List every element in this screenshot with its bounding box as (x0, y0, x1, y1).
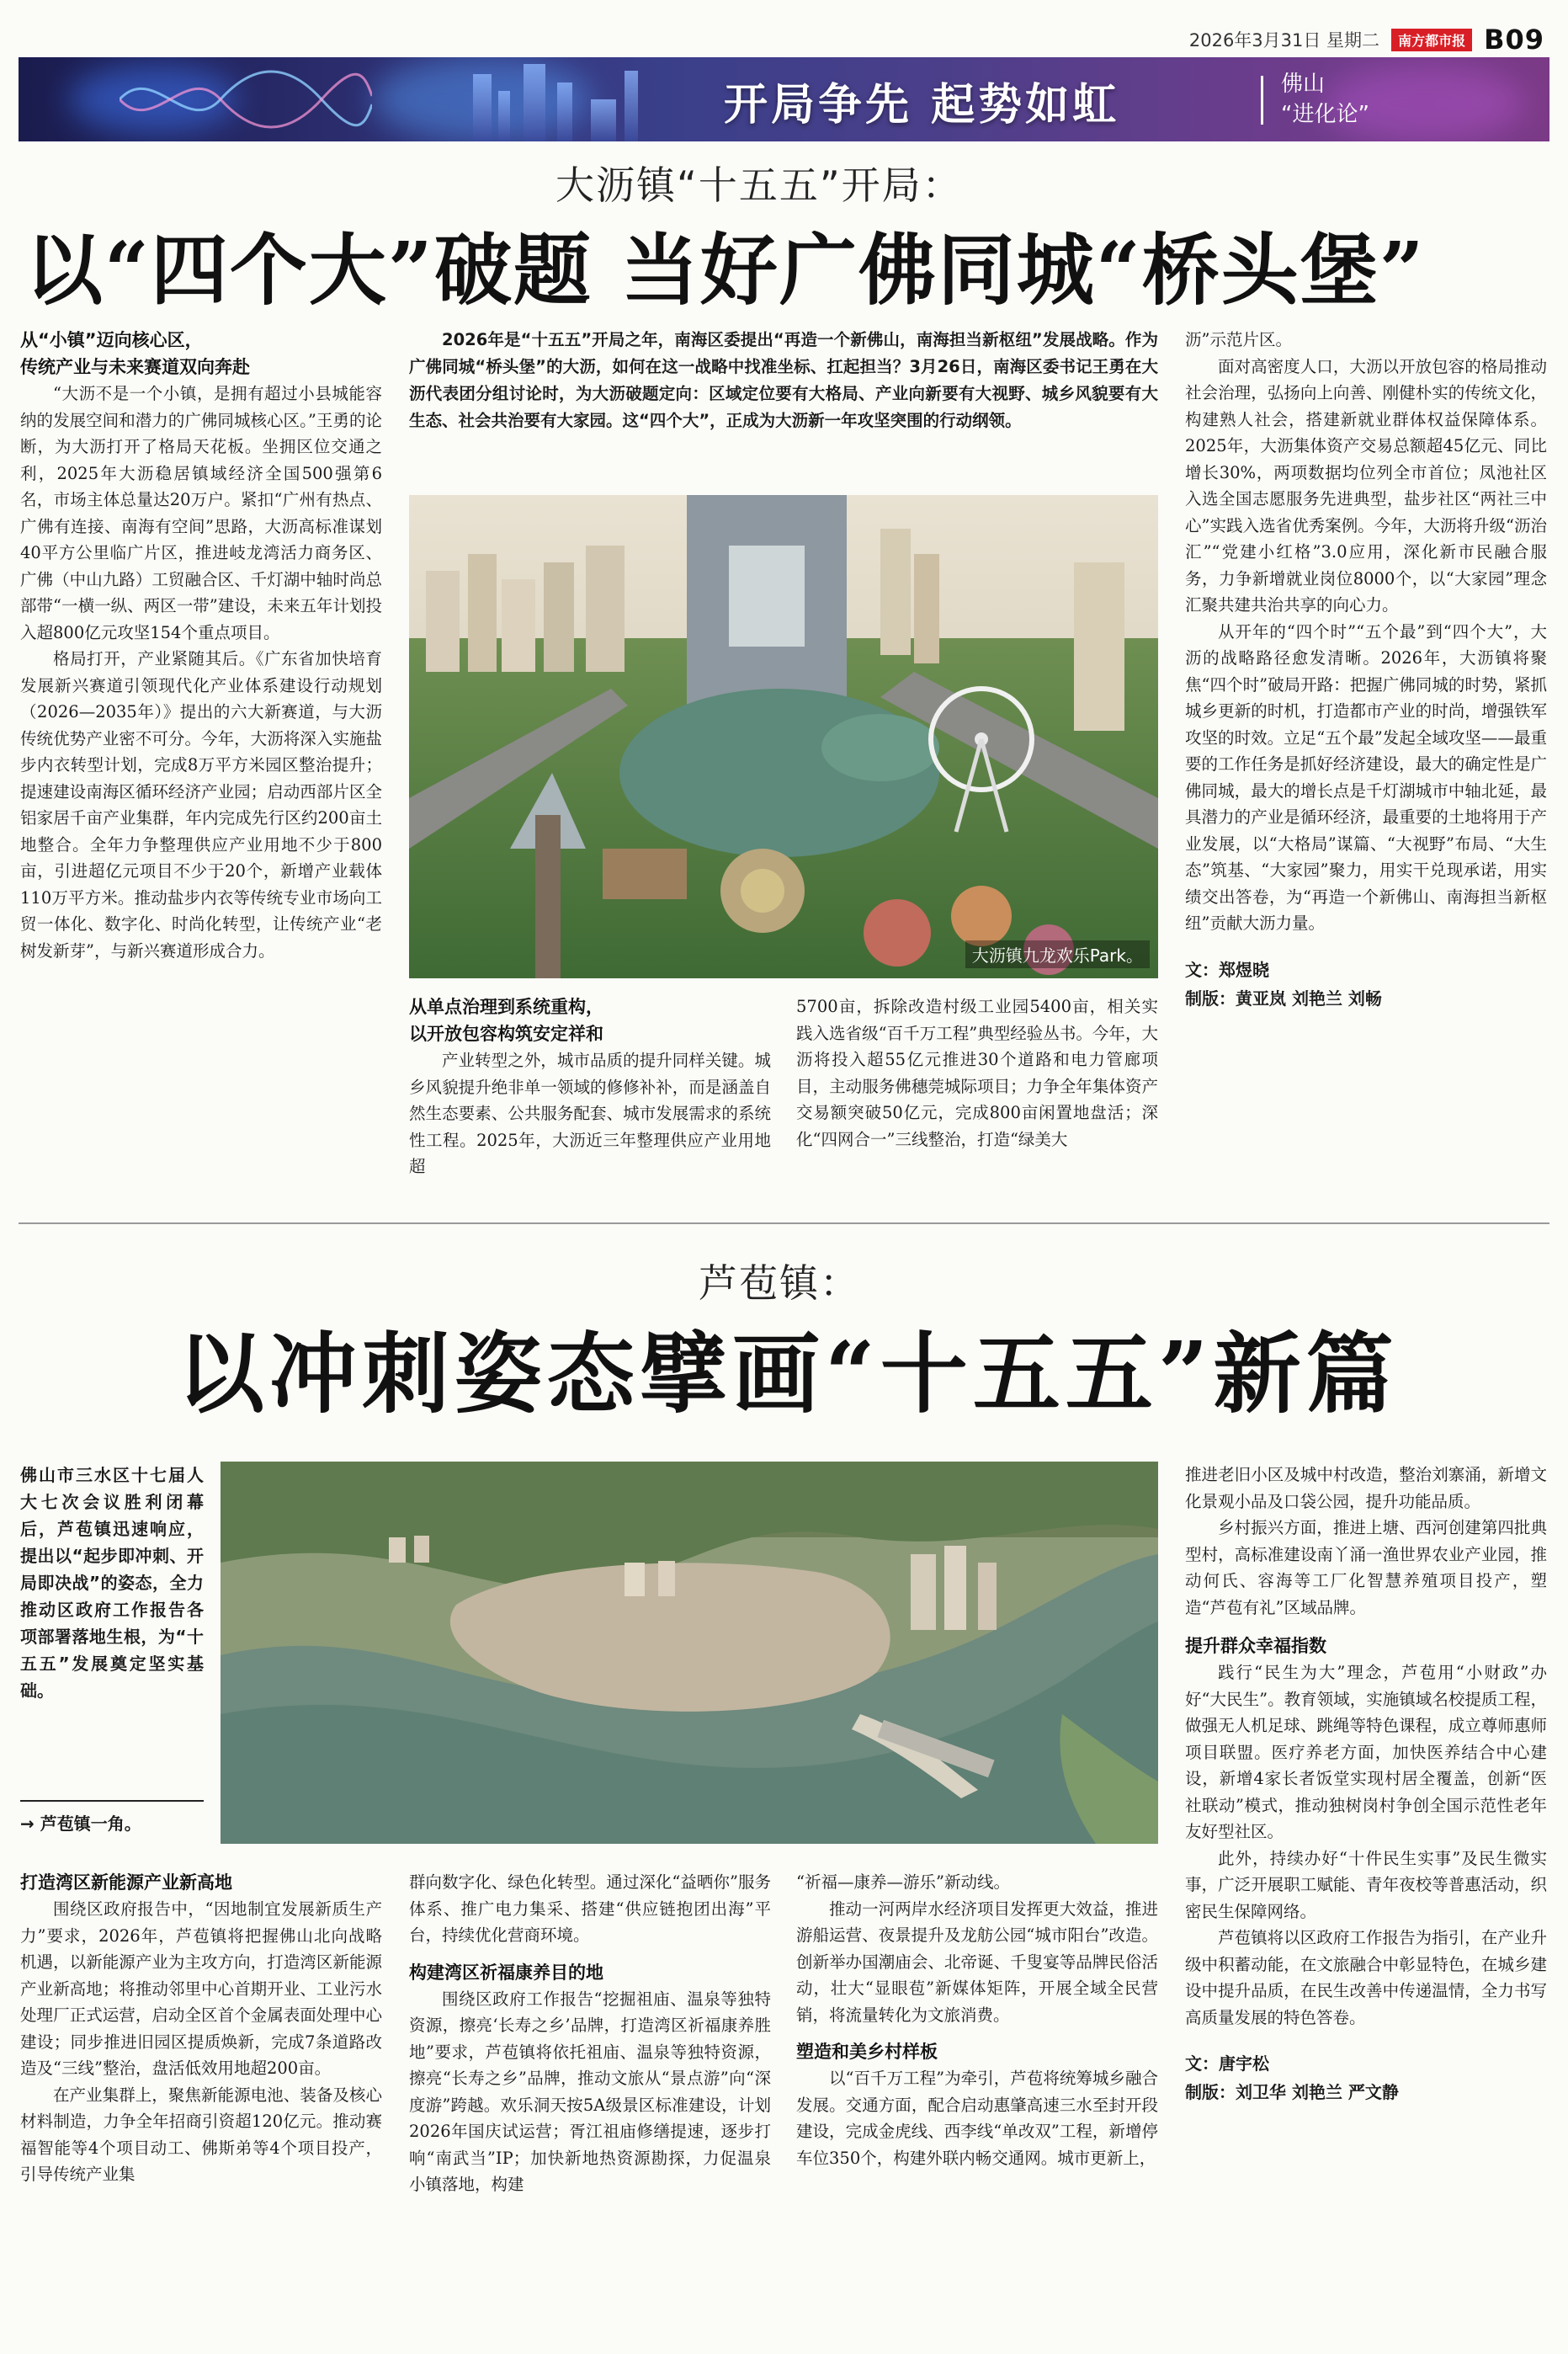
article1-photo-caption: 大沥镇九龙欢乐Park。 (965, 940, 1150, 968)
article1-paragraph: 5700亩，拆除改造村级工业园5400亩，相关实践入选省级“百千万工程”典型经验丛书。今年，大沥将投入超55亿元推进30个道路和电力管廊项目，主动服务佛穗莞城际项目；力争全年集体资产交易额突破50亿元，完成800亩闲置地盘活；深化“四网合一”三线整治，打造“绿美大 (796, 997, 1158, 1149)
article2-col1 (20, 1869, 382, 2188)
article-divider (19, 1222, 1549, 1224)
article1-col1 (20, 327, 382, 964)
article1-paragraph: 沥”示范片区。 (1185, 330, 1292, 349)
article1-subhead-2a: 从单点治理到系统重构， (409, 997, 603, 1017)
article1-subhead-2b: 以开放包容构筑安定祥和 (409, 1024, 603, 1044)
article1-paragraph: 产业转型之外，城市品质的提升同样关键。城乡风貌提升绝非单一领域的修修补补，而是涵盖自然生态要素、公共服务配套、城市发展需求的系统性工程。2025年，大沥近三年整理供应产业用地超 (409, 1051, 771, 1176)
article2-paragraph: 围绕区政府报告中，“因地制宜发展新质生产力”要求，2026年，芦苞镇将把握佛山北向战略机遇，以新能源产业为主攻方向，打造湾区新能源产业新高地；将推动邻里中心首期开业、工业污水处理厂正式运营，启动全区首个金属表面处理中心建设；同步推进旧园区提质焕新，完成7条道路改造及“三线”整治，盘活低效用地超200亩。 (20, 1899, 382, 2078)
article2-subhead-2: 构建湾区祈福康养目的地 (409, 1962, 603, 1983)
article2-paragraph: 推进老旧小区及城中村改造，整治刘寨涌，新增文化景观小品及口袋公园，提升功能品质。 (1185, 1465, 1547, 1511)
series-line1: 佛山 (1281, 72, 1326, 97)
lead-rule (20, 1800, 204, 1802)
article2-kicker: 芦苞镇： (699, 1260, 860, 1306)
article1-lead (409, 327, 1158, 434)
article1-paragraph: 面对高密度人口，大沥以开放包容的格局推动社会治理，弘扬向上向善、刚健朴实的传统文化，构建熟人社会，搭建新就业群体权益保障体系。2025年，大沥集体资产交易总额超45亿元、同比增长30%，两项数据均位列全市首位；凤池社区入选全国志愿服务先进典型，盐步社区“两社三中心”实践入选省优秀案例。今年，大沥将升级“沥治汇”“党建小红格”3.0应用，深化新市民融合服务，力争新增就业岗位8000个，以“大家园”理念汇聚共建共治共享的向心力。 (1185, 356, 1547, 615)
article2-photo-caption: → 芦苞镇一角。 (20, 1813, 141, 1834)
article2-subhead-4: 提升群众幸福指数 (1185, 1636, 1326, 1656)
article2-subhead-1: 打造湾区新能源产业新高地 (20, 1872, 232, 1893)
page-folio (1189, 25, 1544, 54)
town-aerial-image (221, 1462, 1158, 1844)
newspaper-logo: 南方都市报 (1391, 29, 1472, 51)
article2-col2 (409, 1869, 771, 2198)
article2-paragraph: 此外，持续办好“十件民生实事”及民生微实事，广泛开展职工赋能、青年夜校等普惠活动，织密民生保障网络。 (1185, 1848, 1547, 1921)
article1-subhead-1a: 从“小镇”迈向核心区， (20, 330, 203, 350)
article1-col3 (796, 993, 1158, 1153)
banner-slogan: 开局争先 起势如虹 (724, 80, 1120, 130)
article2-photo (221, 1462, 1158, 1844)
article1-paragraph: 格局打开，产业紧随其后。《广东省加快培育发展新兴赛道引领现代化产业体系建设行动规划（2026—2035年）》提出的六大新赛道，与大沥传统优势产业密不可分。今年，大沥将深入实施盐步内衣转型计划，完成8万平方米园区整治提升；提速建设南海区循环经济产业园；启动西部片区全铝家居千亩产业集群，年内完成先行区约200亩土地整合。全年力争整理供应产业用地不少于800亩，引进超亿元项目不少于20个，新增产业载体110万平方米。推动盐步内衣等传统专业市场向工贸一体化、数字化、时尚化转型，让传统产业“老树发新芽”，与新兴赛道形成合力。 (20, 649, 382, 961)
article1-author: 文：郑煜晓 (1185, 959, 1269, 980)
page-number: B09 (1484, 24, 1544, 56)
article1-kicker: 大沥镇“十五五”开局： (555, 162, 963, 208)
series-name (1281, 69, 1369, 130)
article2-author: 文：唐宇松 (1185, 2053, 1269, 2074)
article2-paragraph: 围绕区政府工作报告“挖掘祖庙、温泉等独特资源，擦亮‘长寿之乡’品牌，打造湾区祈福康养胜地”要求，芦苞镇将依托祖庙、温泉等独特资源，擦亮“长寿之乡”品牌，推动文旅从“景点游”向“深度游”跨越。欢乐洞天按5A级景区标准建设，计划2026年国庆试运营；胥江祖庙修缮提速，逐步打响“南武当”IP；加快新地热资源勘探，力促温泉小镇落地，构建 (409, 1989, 771, 2194)
article2-paragraph: 乡村振兴方面，推进上塘、西河创建第四批典型村，高标准建设南丫涌一渔世界农业产业园，推动何氏、容海等工厂化智慧养殖项目投产，塑造“芦苞有礼”区域品牌。 (1185, 1518, 1547, 1617)
article2-paragraph: 以“百千万工程”为牵引，芦苞将统筹城乡融合发展。交通方面，配合启动惠肇高速三水至封开段建设，完成金虎线、西李线“单改双”工程，新增停车位350个，构建外联内畅交通网。城市更新上， (796, 2069, 1158, 2168)
article2-col3 (796, 1869, 1158, 2171)
article2-paragraph: 推动一河两岸水经济项目发挥更大效益，推进游船运营、夜景提升及龙舫公园“城市阳台”改造。创新举办国潮庙会、北帝诞、千叟宴等品牌民俗活动，壮大“显眼苞”新媒体矩阵，开展全域全民营销，将流量转化为文旅消费。 (796, 1899, 1158, 2025)
article2-headline: 以冲刺姿态擘画“十五五”新篇 (177, 1322, 1399, 1425)
article1-lead-text: 2026年是“十五五”开局之年，南海区委提出“再造一个新佛山，南海担当新枢纽”发展战略。作为广佛同城“桥头堡”的大沥，如何在这一战略中找准坐标、扛起担当？3月26日，南海区委书记王勇在大沥代表团分组讨论时，为大沥破题定向：区域定位要有大格局、产业向新要有大视野、城乡风貌要有大生态、社会共治要有大家园。这“四个大”，正成为大沥新一年攻坚突围的行动纲领。 (409, 330, 1158, 430)
article2-paragraph: 践行“民生为大”理念，芦苞用“小财政”办好“大民生”。教育领域，实施镇域名校提质工程，做强无人机足球、跳绳等特色课程，成立尊师惠师项目联盟。医疗养老方面，加快医养结合中心建设，新增4家长者饭堂实现村居全覆盖，创新“医社联动”模式，推动独树岗村争创全国示范性老年友好型社区。 (1185, 1663, 1547, 1841)
article1-headline: 以“四个大”破题 当好广佛同城“桥头堡” (25, 225, 1426, 316)
article2-paragraph: 在产业集群上，聚焦新能源电池、装备及核心材料制造，力争全年招商引资超120亿元。推动赛福智能等4个项目动工、佛斯弟等4个项目投产，引导传统产业集 (20, 2085, 382, 2184)
article2-col4 (1185, 1462, 1547, 2106)
series-line2: “进化论” (1281, 102, 1369, 127)
article1-col2 (409, 993, 771, 1180)
article2-paragraph: 芦苞镇将以区政府工作报告为指引，在产业升级中积蓄动能，在文旅融合中彰显特色，在城乡建设中提升品质，在民生改善中传递温情，全力书写高质量发展的特色答卷。 (1185, 1928, 1547, 2027)
article1-col4 (1185, 327, 1547, 1013)
article2-subhead-3: 塑造和美乡村样板 (796, 2042, 938, 2062)
article1-editors: 制版：黄亚岚 刘艳兰 刘畅 (1185, 988, 1382, 1009)
amusement-park-aerial-image (409, 495, 1158, 978)
article1-paragraph: 从开年的“四个时”“五个最”到“四个大”，大沥的战略路径愈发清晰。2026年，大沥镇将聚焦“四个时”破局开路：把握广佛同城的时势，紧抓城乡更新的时机，打造都市产业的时尚，增强铁军攻坚的时效。立足“五个最”发起全域攻坚——最重要的工作任务是抓好经济建设，最大的确定性是广佛同城，最大的增长点是千灯湖城市中轴北延，最具潜力的产业是循环经济，最重要的土地将用于产业发展，以“大格局”谋篇、“大视野”布局、“大生态”筑基、“大家园”聚力，用实干兑现承诺，用实绩交出答卷，为“再造一个新佛山、南海担当新枢纽”贡献大沥力量。 (1185, 621, 1547, 933)
article1-photo (409, 495, 1158, 978)
article1-subhead-1b: 传统产业与未来赛道双向奔赴 (20, 357, 250, 377)
article1-paragraph: “大沥不是一个小镇，是拥有超过小县城能容纳的发展空间和潜力的广佛同城核心区。”王勇的论断，为大沥打开了格局天花板。坐拥区位交通之利，2025年大沥稳居镇域经济全国500强第6名，市场主体总量达20万户。紧扣“广州有热点、广佛有连接、南海有空间”思路，大沥高标准谋划40平方公里临广片区，推进岐龙湾活力商务区、广佛（中山九路）工贸融合区、千灯湖中轴时尚总部带“一横一纵、两区一带”建设，未来五年计划投入超800亿元攻坚154个重点项目。 (20, 384, 382, 642)
issue-date: 2026年3月31日 星期二 (1188, 30, 1380, 51)
banner-divider (1261, 76, 1263, 125)
article2-paragraph: “祈福—康养—游乐”新动线。 (796, 1872, 1010, 1892)
article2-paragraph: 群向数字化、绿色化转型。通过深化“益晒你”服务体系、推广电力集采、搭建“供应链抱团出海”平台，持续优化营商环境。 (409, 1872, 771, 1945)
article2-editors: 制版：刘卫华 刘艳兰 严文静 (1185, 2082, 1399, 2102)
series-banner (19, 57, 1549, 141)
article2-lead: 佛山市三水区十七届人大七次会议胜利闭幕后，芦苞镇迅速响应，提出以“起步即冲刺、开局即决战”的姿态，全力推动区政府工作报告各项部署落地生根，为“十五五”发展奠定坚实基础。 (20, 1465, 204, 1701)
dna-icon (120, 62, 372, 136)
